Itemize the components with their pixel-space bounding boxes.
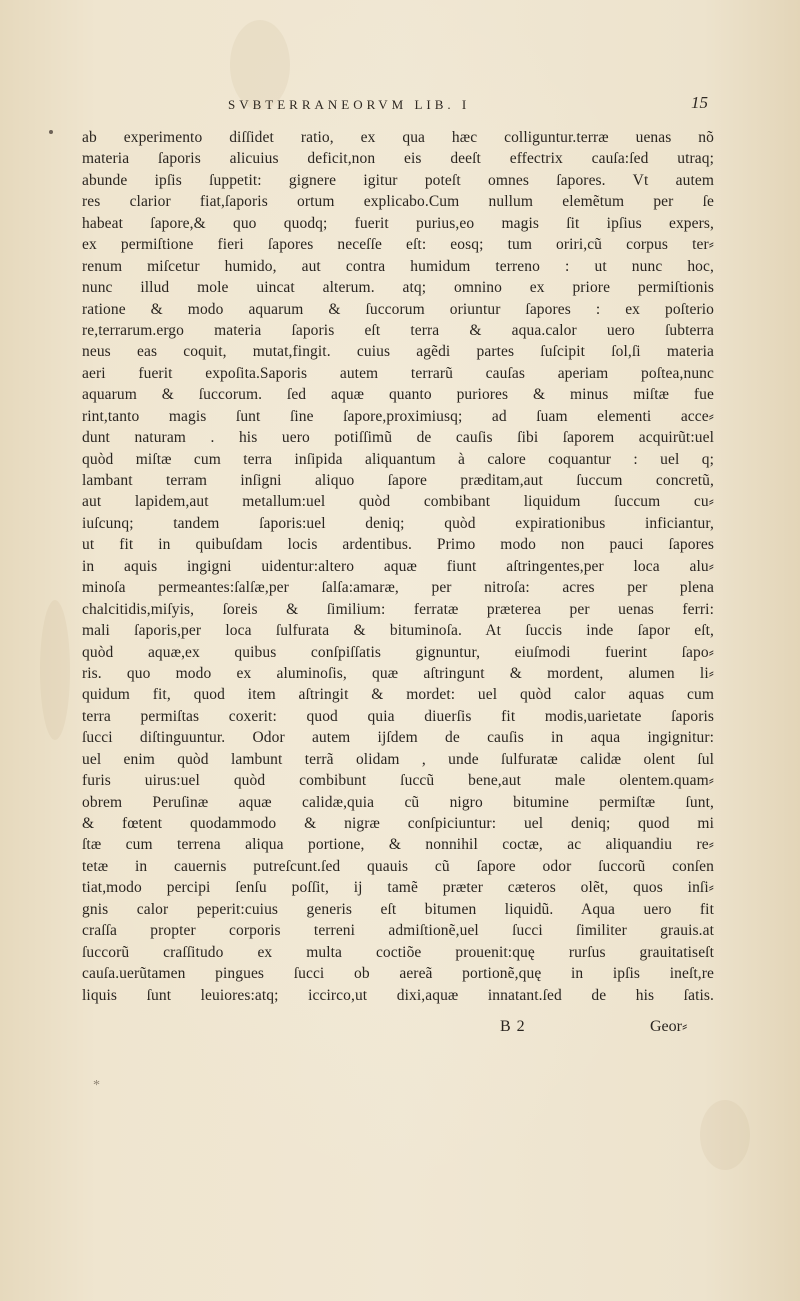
text-line: nunc illud mole uincat alterum. atq; omnino ex priore permiſtionis [82, 279, 714, 297]
page-number: 15 [691, 93, 708, 112]
text-line: in aquis ingigni uidentur:altero aquæ fiunt aſtringentes,per loca alu⸗ [82, 557, 714, 575]
text-line: ſuccorũ craſſitudo ex multa coctiõe prouenit:quę rurſus grauitatiseſt [82, 943, 714, 961]
text-line: gnis calor peperit:cuius generis eſt bitumen liquidũ. Aqua uero fit [82, 900, 714, 918]
text-line: iuſcunq; tandem ſaporis:uel deniq; quòd expirationibus inficiantur, [82, 514, 714, 532]
text-line: res clarior fiat,ſaporis ortum explicabo.Cum nullum elemẽtum per ſe [82, 193, 714, 211]
text-line: tiat,modo percipi ſenſu poſſit, ij tamẽ præter cæteros olẽt, quos inſi⸗ [82, 879, 714, 897]
text-line: rint,tanto magis ſunt ſine ſapore,proximiusq; ad ſuam elementi acce⸗ [82, 407, 714, 425]
text-line: obrem Peruſinæ aquæ calidæ,quia cũ nigro bitumine permiſtæ ſunt, [82, 793, 714, 811]
text-line: craſſa propter corporis terreni admiſtionẽ,uel ſucci ſimiliter grauis.at [82, 922, 714, 940]
text-line: furis uirus:uel quòd combibunt ſuccũ bene,aut male olentem.quam⸗ [82, 772, 714, 790]
text-line: lambant terram inſigni aliquo ſapore præditam,aut ſuccum concretũ, [82, 472, 714, 489]
text-line: habeat ſapore,& quo quodq; fuerit purius,eo magis ſit ipſius expers, [82, 214, 714, 232]
text-line: tetæ in cauernis putreſcunt.ſed quauis cũ ſapore odor ſuccorũ conſen [82, 857, 714, 875]
running-title: SVBTERRANEORVM LIB. I [228, 97, 471, 112]
text-line: ut fit in quibuſdam locis ardentibus. Primo modo non pauci ſapores [82, 536, 714, 554]
text-line: ratione & modo aquarum & ſuccorum oriuntur ſapores : ex poſterio [82, 300, 714, 318]
text-line: minoſa permeantes:ſalſæ,per ſalſa:amaræ, per nitroſa: acres per plena [82, 579, 714, 597]
text-line: neus eas coquit, mutat,fingit. cuius agẽdi partes ſuſcipit ſol,ſi materia [82, 343, 714, 361]
text-line: materia ſaporis alicuius deficit,non eis deeſt effectrix cauſa:ſed utraq; [82, 150, 714, 168]
text-line: aeri fuerit expoſita.Saporis autem terrarũ cauſas aperiam poſtea,nunc [82, 364, 714, 382]
text-line: aquarum & ſuccorum. ſed aquæ quanto puriores & minus miſtæ fue [82, 386, 714, 404]
text-line: aut lapidem,aut metallum:uel quòd combibant liquidum ſuccum cu⸗ [82, 493, 714, 511]
text-line: quòd aquæ,ex quibus conſpiſſatis gignuntur, eiuſmodi fuerint ſapo⸗ [82, 643, 714, 661]
text-line: quòd miſtæ cum terra inſipida aliquantum à calore coquantur : uel q; [82, 450, 714, 468]
text-line: ex permiſtione fieri ſapores neceſſe eſt: eosq; tum oriri,cũ corpus ter⸗ [82, 236, 714, 254]
signature-mark: B 2 [500, 1018, 526, 1035]
text-line: chalcitidis,miſyis, ſoreis & ſimilium: ferratæ præterea per uenas ferri: [82, 600, 714, 618]
paper-stain [40, 600, 70, 740]
body-text [82, 127, 714, 1027]
text-line: renum miſcetur humido, aut contra humidum terreno : ut nunc hoc, [82, 257, 714, 275]
text-line: cauſa.uerũtamen pingues ſucci ob aereã portionẽ,quę in ipſis ineſt,re [82, 965, 714, 983]
text-line: abunde ipſis ſuppetit: gignere igitur poteſt omnes ſapores. Vt autem [82, 171, 714, 189]
text-line: quidum fit, quod item aſtringit & mordet: uel quòd calor aquas cum [82, 686, 714, 704]
text-line: ſucci diſtinguuntur. Odor autem ijſdem de cauſis in aqua ingignitur: [82, 729, 714, 747]
page-footer [0, 1018, 800, 1042]
margin-dot [49, 130, 53, 134]
bottom-mark: * [93, 1078, 100, 1093]
text-line: uel enim quòd lambunt terrã olidam , unde ſulfuratæ calidæ olent ſul [82, 750, 714, 768]
text-line: terra permiſtas coxerit: quod quia diuerſis fit modis,uarietate ſaporis [82, 707, 714, 725]
text-line: dunt naturam . his uero potiſſimũ de cauſis ſibi ſaporem acquirũt:uel [82, 429, 714, 447]
page-header [228, 93, 708, 117]
text-line: ris. quo modo ex aluminoſis, quæ aſtringunt & mordent, alumen li⸗ [82, 664, 714, 682]
paper-stain [700, 1100, 750, 1170]
text-line: ab experimento diſſidet ratio, ex qua hæc colliguntur.terræ uenas nõ [82, 129, 714, 146]
catchword: Geor⸗ [650, 1018, 688, 1035]
text-line: ſtæ cum terrena aliqua portione, & nonnihil coctæ, ac aliquandiu re⸗ [82, 836, 714, 854]
text-line: re,terrarum.ergo materia ſaporis eſt terra & aqua.calor uero ſubterra [82, 321, 714, 339]
text-line: & fœtent quodammodo & nigræ conſpiciuntur: uel deniq; quod mi [82, 815, 714, 832]
text-line: liquis ſunt leuiores:atq; iccirco,ut dixi,aquæ innatant.ſed de his ſatis. [82, 986, 714, 1004]
text-line: mali ſaporis,per loca ſulfurata & bituminoſa. At ſuccis inde ſapor eſt, [82, 622, 714, 640]
